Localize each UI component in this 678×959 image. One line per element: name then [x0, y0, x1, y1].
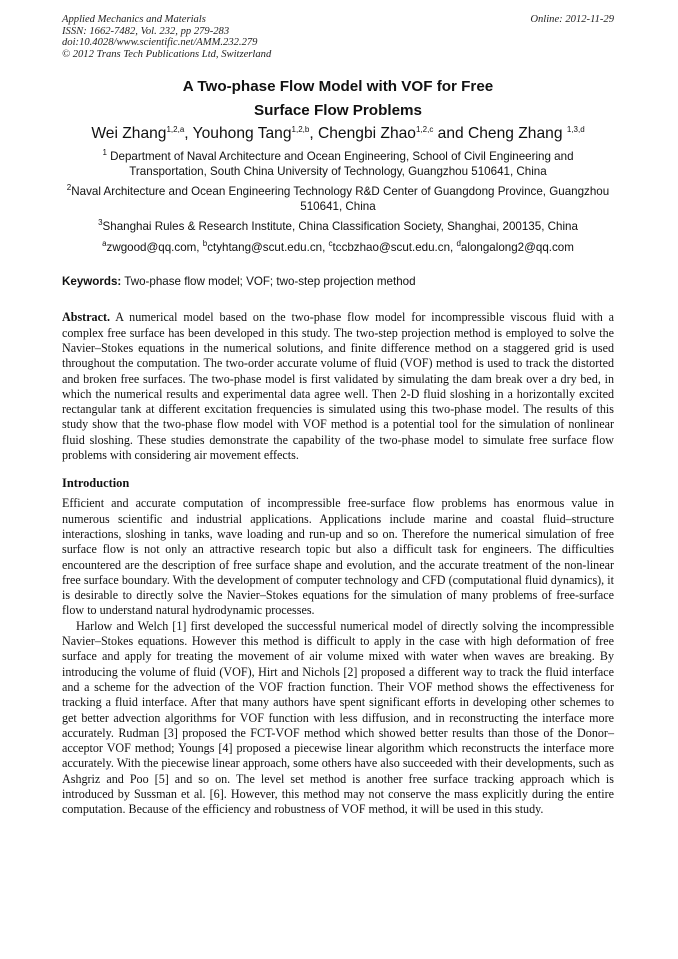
- affiliation-2: $^2$Naval Architecture and Ocean Engineering Technology R&D Center of Guangdong Province, Guangzhou 510641, China: [66, 183, 610, 214]
- abstract-text: A numerical model based on the two-phase flow model for incompressible viscous fluid with a complex free surface has been developed in this study. The two-step projection method is employed to solve the Navier–Stokes equations in the numerical solutions, and finite difference method on a staggered grid is used throughout the computation. The two-order accurate volume of fluid (VOF) method is used to track the distorted and broken free surfaces. The two-phase model is first validated by simulating the dam break over a dry bed, in which the numerical results and experimental data agree well. Then 2-D fluid sloshing in a horizontally excited rectangular tank at different excitation frequencies is simulated using this two-phase model. The results of this study show that the two-phase flow model with VOF method is a potential tool for the simulation of nonlinear fluid sloshing. These studies demonstrate the capability of the two-phase model to simulate free surface flow problems with considering air movement effects.: [62, 310, 614, 463]
- online-date: Online: 2012-11-29: [530, 14, 614, 25]
- email-list: [62, 240, 614, 255]
- paper-title: [62, 75, 614, 123]
- abstract-label: Abstract.: [62, 310, 111, 325]
- journal-name: Applied Mechanics and Materials: [62, 14, 206, 25]
- author: Youhong Tang$^{1,2,b}$,: [192, 125, 318, 143]
- keywords-text: Two-phase flow model; VOF; two-step projection method: [121, 275, 416, 289]
- affiliation-3: $^3$Shanghai Rules & Research Institute, China Classification Society, Shanghai, 200135, China: [98, 218, 578, 234]
- email-link[interactable]: $^a$zwgood@qq.com,: [102, 239, 203, 255]
- section-heading-introduction: Introduction: [62, 476, 130, 491]
- paragraph: Harlow and Welch [1] first developed the successful numerical model of directly solving the incompressible Navier–Stokes equations. However this method is difficult to apply in the case with high deformation of free surface and apply for treating the movement of air volume mixed with water when waves are breaking. By introducing the volume of fluid (VOF), Hirt and Nichols [2] proposed a different way to track the fluid interface and a scheme for the advection of the VOF fraction function. Their VOF method shows the effectiveness for tracking a fluid interface. After that many authors have spent significant efforts in developing other schemes to get better advection algorithms for VOF function with less diffusion, and in reconstructing the interface more accurately. Rudman [3] proposed the FCT-VOF method which showed better results than those of the Donor–acceptor VOF method; Youngs [4] proposed a piecewise linear algorithm which reconstructs the interface more accurately. With the piecewise linear approach, some others have also succeeded with their developments, such as Ashgriz and Poo [5] and so on. The level set method is another free surface tracking approach which is introduced by Sussman et al. [6]. However, this method may not conserve the mass explicitly during the entire computation. Because of the efficiency and robustness of VOF method, it will be used in this study.: [62, 618, 614, 817]
- affiliation-1: $^1$ Department of Naval Architecture and Ocean Engineering, School of Civil Engineering and Transportation, South China University of Technology, Guangzhou 510641, China: [102, 148, 574, 179]
- title-line-1: A Two-phase Flow Model with VOF for Free: [182, 78, 494, 96]
- author: Chengbi Zhao$^{1,2,c}$ and: [318, 125, 468, 143]
- email-link[interactable]: $^b$ctyhtang@scut.edu.cn,: [202, 239, 329, 255]
- paper-page: [62, 14, 614, 818]
- author: Wei Zhang$^{1,2,a}$,: [91, 125, 193, 143]
- abstract: [62, 310, 614, 463]
- doi-line: doi:10.4028/www.scientific.net/AMM.232.279: [62, 37, 258, 49]
- paragraph: Efficient and accurate computation of incompressible free-surface flow problems has enormous value in numerous scientific and industrial applications. Applications include marine and coastal fluid–structure interactions, sloshing in tanks, wave loading and run-up and so on. Therefore the numerical simulation of free surface flow is not only an attractive research topic but also a difficult task for engineers. The difficulties encountered are the description of free surface shape and evolution, and the accurate treatment of the non-linear free surface boundary. With the development of computer technology and CFD (computational fluid dynamics), it is desirable to directly solve the Navier–Stokes equations for the simulation of many problems of free-surface flow to understand natural hydrodynamic processes.: [62, 496, 614, 618]
- keywords: [62, 274, 614, 289]
- copyright-line: © 2012 Trans Tech Publications Ltd, Switzerland: [62, 48, 272, 60]
- author-list: [62, 124, 614, 144]
- keywords-label: Keywords:: [62, 275, 122, 289]
- email-link[interactable]: $^d$alongalong2@qq.com: [456, 239, 574, 255]
- author: Cheng Zhang $^{1,3,d}$: [468, 125, 585, 143]
- issn-line: ISSN: 1662-7482, Vol. 232, pp 279-283: [62, 25, 230, 37]
- email-link[interactable]: $^c$tccbzhao@scut.edu.cn,: [328, 239, 457, 255]
- journal-header: [62, 14, 614, 60]
- title-line-2: Surface Flow Problems: [254, 102, 422, 120]
